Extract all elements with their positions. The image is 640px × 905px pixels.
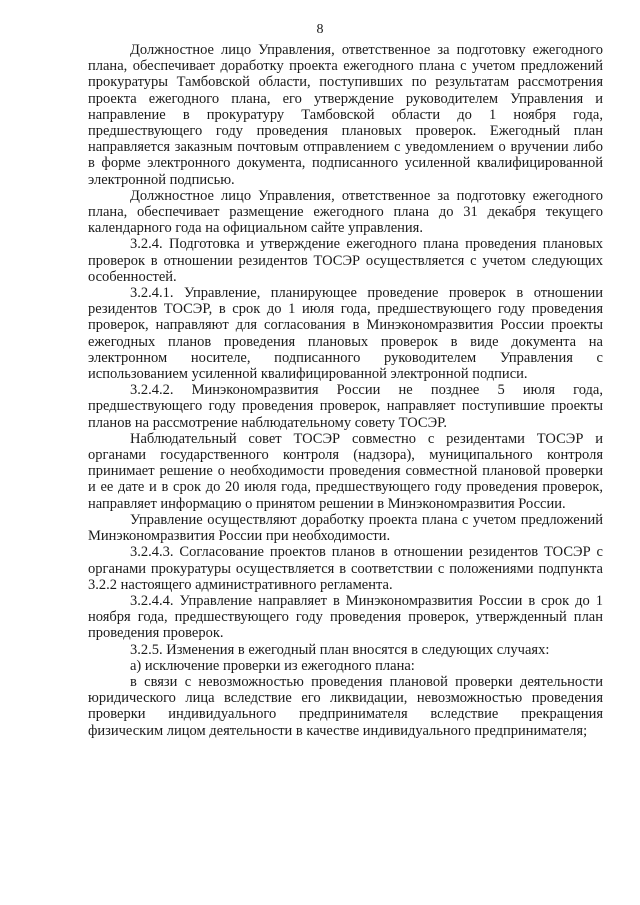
paragraph-3-2-4-4: 3.2.4.4. Управление направляет в Минэкономразвития России в срок до 1 ноября года, предшествующего году проведения проверок, утвержденный план проведения проверок. — [88, 592, 603, 642]
document-body — [88, 42, 603, 739]
paragraph-3-2-4-2: 3.2.4.2. Минэкономразвития России не позднее 5 июля года, предшествующего году проведения проверок, направляет поступившие проекты планов на рассмотрение наблюдательному совету ТОСЭР. — [88, 382, 603, 431]
paragraph-plan-revision: Должностное лицо Управления, ответственное за подготовку ежегодного плана, обеспечивает доработку проекта ежегодного плана с учетом предложений прокуратуры Тамбовской области, поступивших по результатам рассмотрения проекта ежегодного плана, его утверждение руководителем Управления и направление в прокуратуру Тамбовской области до 1 ноября года, предшествующего году проведения плановых проверок. Ежегодный план направляется заказным почтовым отправлением с уведомлением о вручении либо в форме электронного документа, подписанного усиленной квалифицированной электронной подписью. — [88, 42, 603, 188]
paragraph-plan-publication: Должностное лицо Управления, ответственное за подготовку ежегодного плана, обеспечивает размещение ежегодного плана до 31 декабря текущего календарного года на официальном сайте управления. — [88, 187, 603, 237]
page-number: 8 — [316, 22, 324, 37]
paragraph-3-2-4-1: 3.2.4.1. Управление, планирующее проведение проверок в отношении резидентов ТОСЭР, в срок до 1 июля года, предшествующего году проведения проверок, направляют для согласования в Минэкономразвития России проекты ежегодных планов проведения плановых проверок в виде документа на электронном носителе, подписанного руководителем Управления с использованием усиленной квалифицированной электронной подписи. — [88, 285, 603, 383]
paragraph-liquidation: в связи с невозможностью проведения плановой проверки деятельности юридического лица вследствие его ликвидации, невозможностью проведения проверки индивидуального предпринимателя вследствие прекращения физическим лицом деятельности в качестве индивидуального предпринимателя; — [88, 673, 603, 739]
paragraph-plan-finalization: Управление осуществляют доработку проекта плана с учетом предложений Минэкономразвития России при необходимости. — [88, 511, 603, 545]
paragraph-3-2-4-3: 3.2.4.3. Согласование проектов планов в отношении резидентов ТОСЭР с органами прокуратуры осуществляется в соответствии с положениями подпункта 3.2.2 настоящего административного регламента. — [88, 544, 603, 593]
paragraph-item-a: а) исключение проверки из ежегодного плана: — [130, 657, 415, 674]
paragraph-3-2-4: 3.2.4. Подготовка и утверждение ежегодного плана проведения плановых проверок в отношении резидентов ТОСЭР осуществляется с учетом следующих особенностей. — [88, 236, 603, 285]
paragraph-supervisory-board: Наблюдательный совет ТОСЭР совместно с резидентами ТОСЭР и органами государственного контроля (надзора), муниципального контроля принимает решение о необходимости проведения совместной плановой проверки и ее дате и в срок до 20 июля года, предшествующего году проведения проверок, направляет информацию о принятом решении в Минэкономразвития России. — [88, 430, 603, 512]
paragraph-3-2-5: 3.2.5. Изменения в ежегодный план вносятся в следующих случаях: — [130, 641, 550, 658]
